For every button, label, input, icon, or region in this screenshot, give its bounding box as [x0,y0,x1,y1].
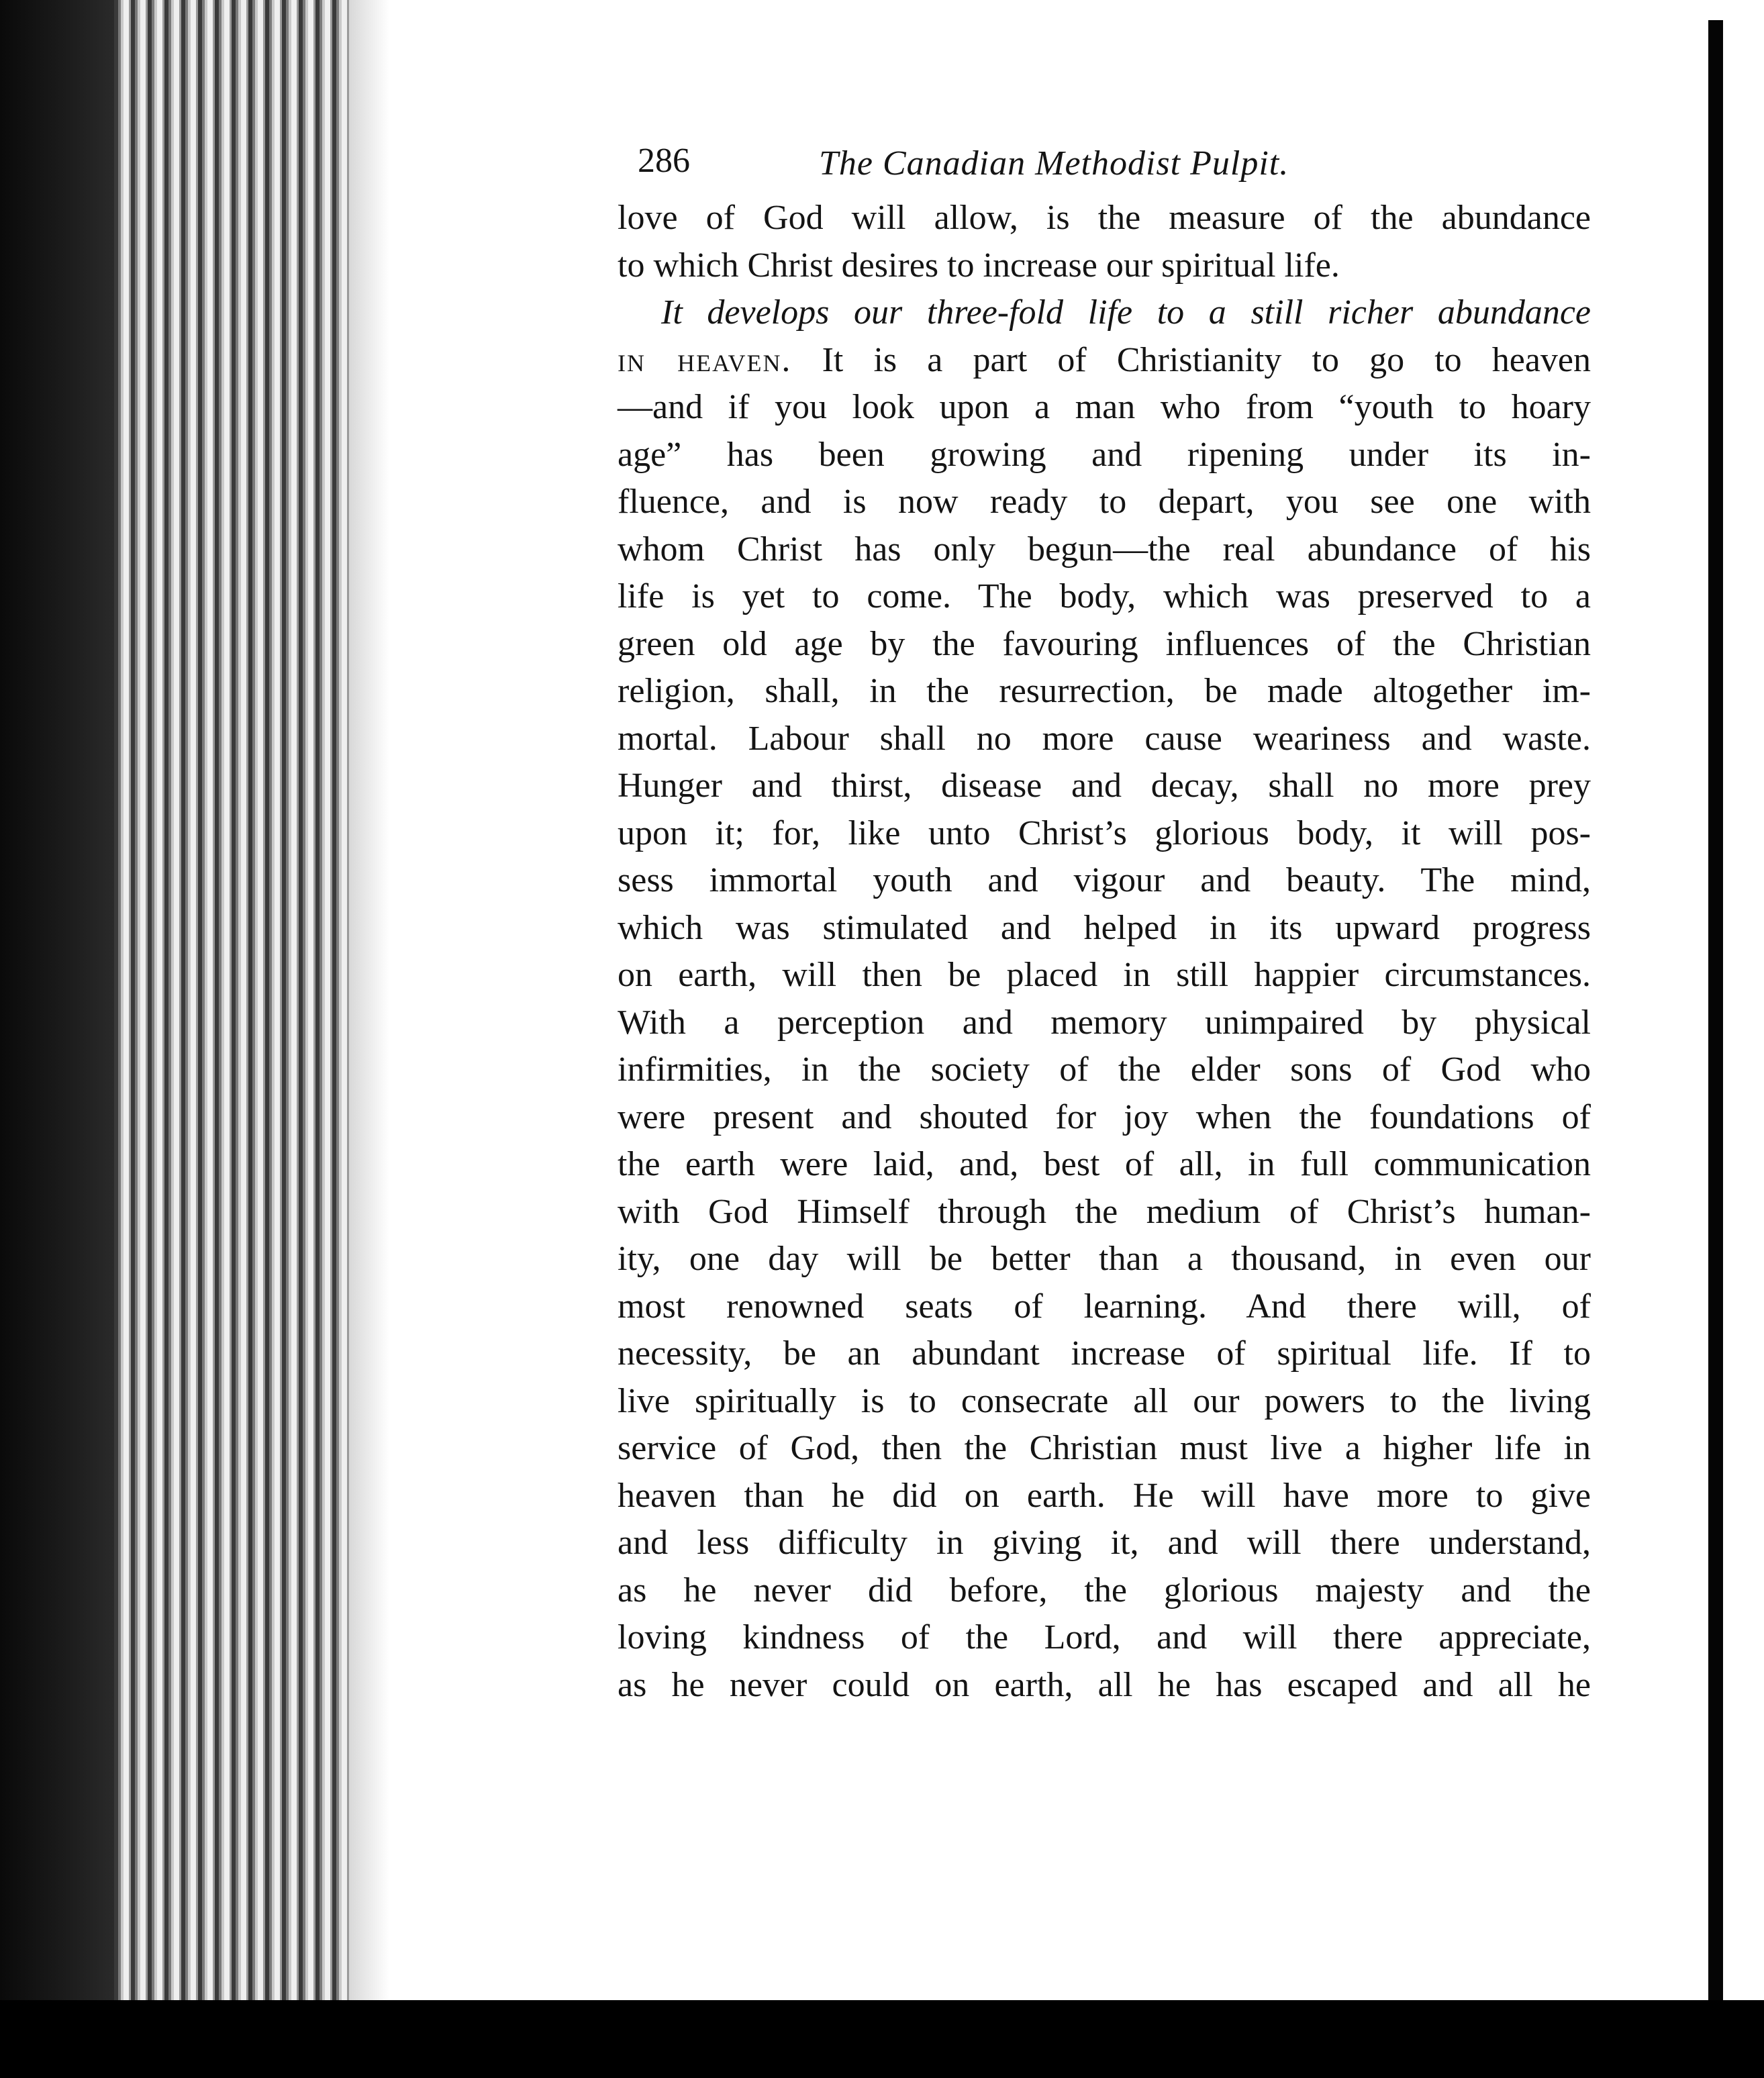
page-stack-edge [114,0,349,2078]
text-line: as he never could on earth, all he has escaped and all he [618,1665,1591,1704]
page-body-text [618,195,1591,1709]
right-page-edge [1708,20,1723,2000]
text-line: most renowned seats of learning. And there will, of [618,1287,1591,1326]
text-line: Hunger and thirst, disease and decay, shall no more prey [618,766,1591,805]
text-line: mortal. Labour shall no more cause weariness and waste. [618,719,1591,758]
text-line: as he never did before, the glorious majesty and the [618,1571,1591,1610]
text-line: sess immortal youth and vigour and beauty. The mind, [618,861,1591,899]
text-line-rest: It is a part of Christianity to go to heaven [822,340,1591,379]
text-line: ity, one day will be better than a thousand, in even our [618,1240,1591,1278]
page-header [618,134,1591,195]
text-line: the earth were laid, and, best of all, in full communication [618,1145,1591,1183]
text-line: which was stimulated and helped in its upward progress [618,908,1591,947]
text-line: were present and shouted for joy when the foundations of [618,1097,1591,1136]
bottom-scan-border [0,2000,1764,2078]
running-title: The Canadian Methodist Pulpit. [819,144,1289,183]
text-line: love of God will allow, is the measure of the abundance [618,199,1591,237]
page-number: 286 [638,142,690,180]
text-line: religion, shall, in the resurrection, be made altogether im- [618,672,1591,710]
text-line: infirmities, in the society of the elder sons of God who [618,1050,1591,1089]
text-line: and less difficulty in giving it, and will there understand, [618,1524,1591,1562]
text-line [618,337,1591,385]
text-line: green old age by the favouring influences of the Christian [618,624,1591,663]
text-line: age” has been growing and ripening under its in- [618,435,1591,474]
book-binding-edge [0,0,114,2078]
text-line: to which Christ desires to increase our spiritual life. [618,246,1340,285]
text-line: fluence, and is now ready to depart, you see one with [618,483,1591,521]
text-line: on earth, will then be placed in still happier circumstances. [618,956,1591,994]
section-heading-smallcaps: in heaven. [618,340,792,379]
text-line: live spiritually is to consecrate all our powers to the living [618,1381,1591,1420]
text-line: —and if you look upon a man who from “youth to hoary [618,388,1591,426]
text-line: upon it; for, like unto Christ’s glorious body, it will pos- [618,813,1591,852]
book-page [618,134,1591,1709]
text-line: whom Christ has only begun—the real abundance of his [618,530,1591,568]
text-line: life is yet to come. The body, which was preserved to a [618,577,1591,615]
text-line: service of God, then the Christian must live a higher life in [618,1429,1591,1467]
text-line: with God Himself through the medium of Christ’s human- [618,1192,1591,1231]
text-line: necessity, be an abundant increase of spiritual life. If to [618,1334,1591,1373]
page-gutter-shadow [349,0,389,2078]
text-line: heaven than he did on earth. He will have more to give [618,1476,1591,1515]
text-line: With a perception and memory unimpaired by physical [618,1003,1591,1042]
text-line: loving kindness of the Lord, and will there appreciate, [618,1618,1591,1656]
section-heading-italic: It develops our three-fold life to a still richer abundance [661,293,1591,332]
